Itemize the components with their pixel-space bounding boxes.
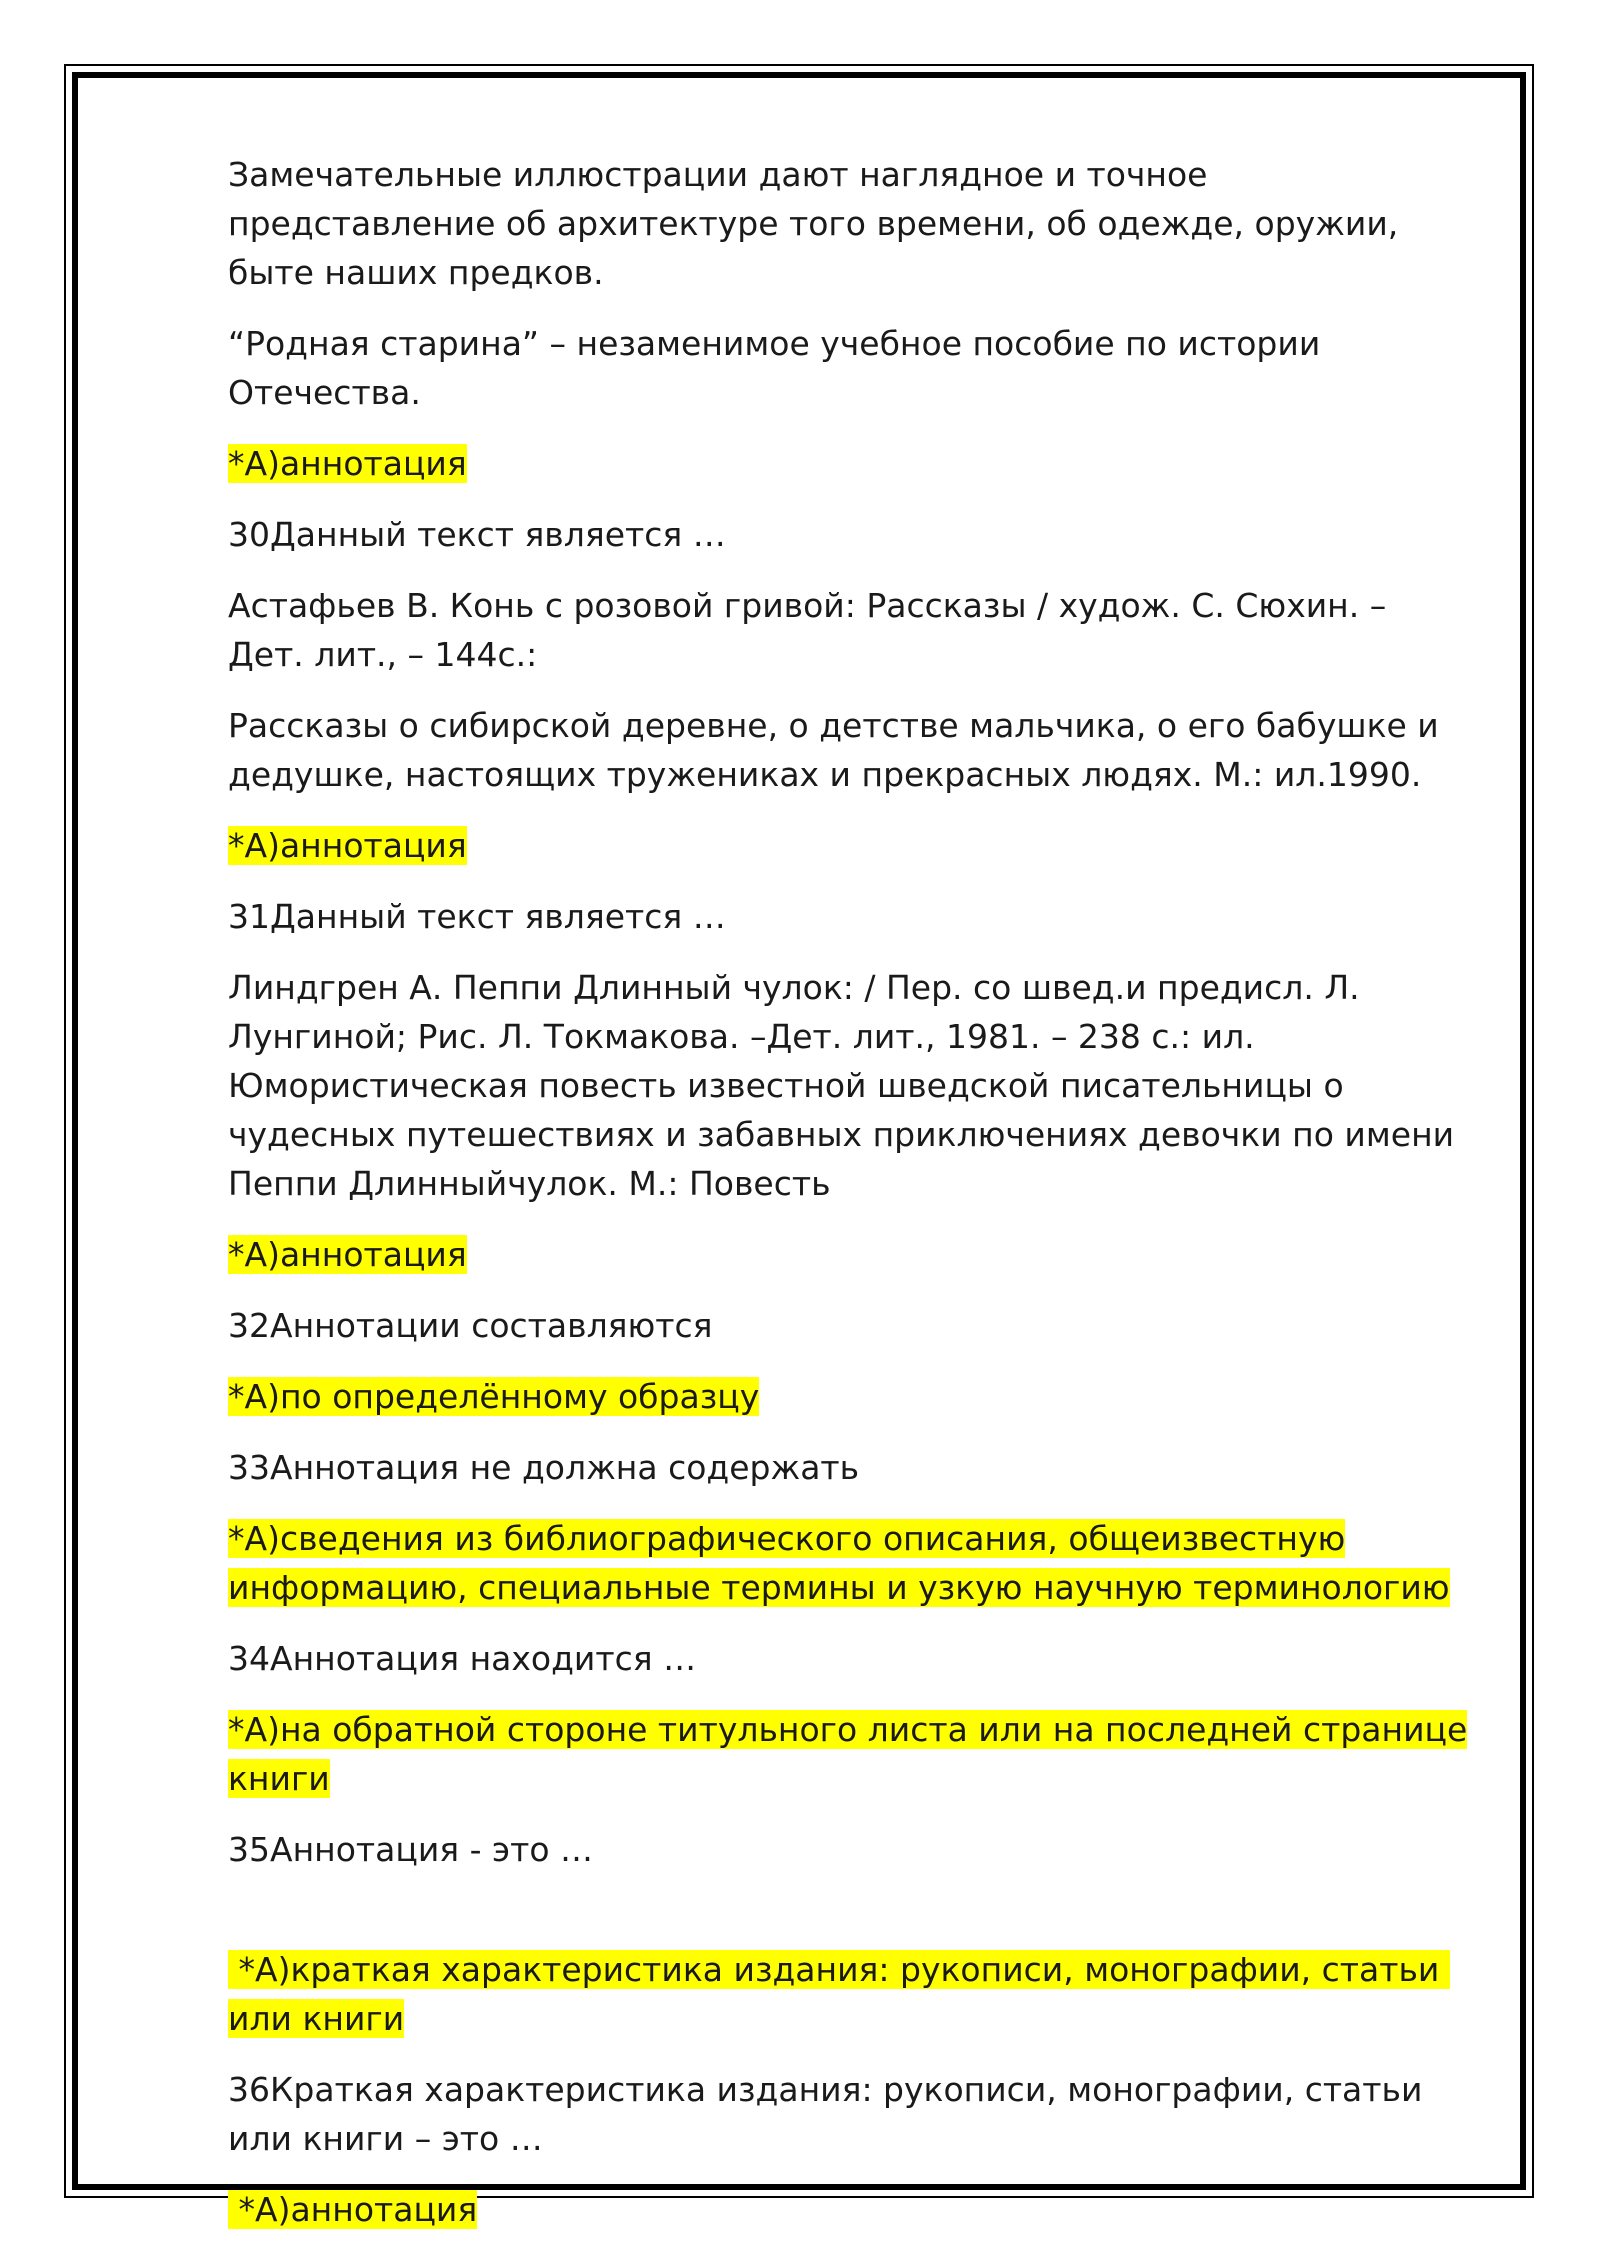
answer — [228, 1230, 1468, 1279]
answer — [228, 1945, 1468, 2043]
answer — [228, 1514, 1468, 1612]
answer — [228, 1372, 1468, 1421]
answer-text: *А)аннотация — [228, 2190, 478, 2229]
question — [228, 1443, 1468, 1492]
answer — [228, 821, 1468, 870]
question-text: 34Аннотация находится … — [228, 1639, 697, 1678]
paragraph-text: “Родная старина” – незаменимое учебное пособие по истории Отечества. — [228, 324, 1321, 412]
paragraph-text: Замечательные иллюстрации дают наглядное и точное представление об архитектуре того времени, об одежде, оружии, быте наших предков. — [228, 155, 1399, 292]
paragraph — [228, 150, 1468, 297]
document-body — [228, 150, 1468, 2256]
question-text: 32Аннотации составляются — [228, 1306, 713, 1345]
answer — [228, 2185, 1468, 2234]
question-text: 30Данный текст является … — [228, 515, 726, 554]
answer-text: *А)по определённому образцу — [228, 1377, 760, 1416]
question-text: 33Аннотация не должна содержать — [228, 1448, 860, 1487]
answer-text: *А)сведения из библиографического описания, общеизвестную информацию, специальные термины и узкую научную терминологию — [228, 1519, 1450, 1607]
blank-line — [228, 1896, 1468, 1945]
question — [228, 1825, 1468, 1874]
answer-text: *А)краткая характеристика издания: рукописи, монографии, статьи или книги — [228, 1950, 1450, 2038]
answer-text: *А)аннотация — [228, 826, 467, 865]
question-text: 36Краткая характеристика издания: рукописи, монографии, статьи или книги – это … — [228, 2070, 1423, 2158]
answer — [228, 1705, 1468, 1803]
question — [228, 510, 1468, 559]
answer-text: *А)аннотация — [228, 1235, 467, 1274]
paragraph-text: Линдгрен А. Пеппи Длинный чулок: / Пер. со швед.и предисл. Л. Лунгиной; Рис. Л. Токмакова. –Дет. лит., 1981. – 238 с.: ил. Юмористическая повесть известной шведской писательницы о чудесных путешествиях и забавных приключениях девочки по имени Пеппи Длинныйчулок. М.: Повесть — [228, 968, 1455, 1203]
answer — [228, 439, 1468, 488]
question — [228, 2065, 1468, 2163]
paragraph — [228, 581, 1468, 679]
answer-text: *А)аннотация — [228, 444, 467, 483]
paragraph — [228, 319, 1468, 417]
question — [228, 1301, 1468, 1350]
answer-text: *А)на обратной стороне титульного листа или на последней странице книги — [228, 1710, 1468, 1798]
question — [228, 892, 1468, 941]
paragraph-text: Астафьев В. Конь с розовой гривой: Рассказы / худож. С. Сюхин. – Дет. лит., – 144с.: — [228, 586, 1387, 674]
question — [228, 1634, 1468, 1683]
question-text: 31Данный текст является … — [228, 897, 726, 936]
question-text: 35Аннотация - это … — [228, 1830, 594, 1869]
paragraph — [228, 963, 1468, 1208]
paragraph — [228, 701, 1468, 799]
paragraph-text: Рассказы о сибирской деревне, о детстве мальчика, о его бабушке и дедушке, настоящих тружениках и прекрасных людях. М.: ил.1990. — [228, 706, 1439, 794]
